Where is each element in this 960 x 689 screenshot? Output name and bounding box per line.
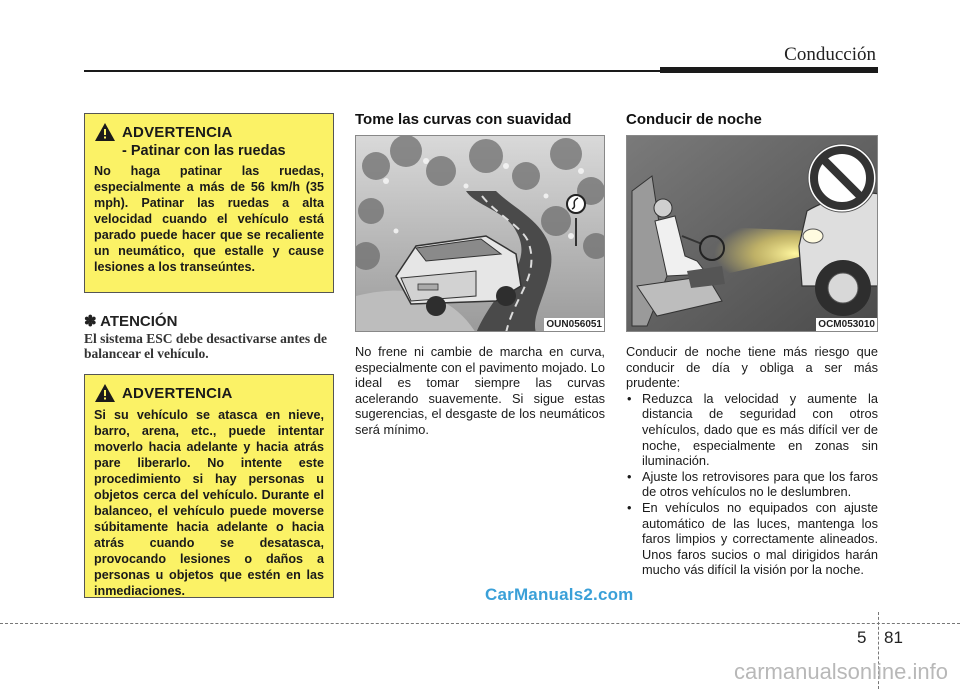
no-entry-icon <box>808 144 876 212</box>
night-tips-list <box>626 391 878 578</box>
night-driving-illustration <box>626 135 878 332</box>
header-rule <box>84 70 664 72</box>
atencion-heading: ✽ ATENCIÓN <box>84 313 178 330</box>
section-heading-night: Conducir de noche <box>626 111 762 128</box>
section-heading-curves: Tome las curvas con suavidad <box>355 111 572 128</box>
header-rule-accent <box>660 67 878 73</box>
warning-triangle-icon <box>94 383 116 403</box>
atencion-text: El sistema ESC debe desactivarse antes de balancear el vehículo. <box>84 331 327 361</box>
list-item: • Reduzca la velocidad y aumente la distancia de seguridad con otros vehículos, dado que es más difícil ver de noche, especialmente en zonas sin iluminación. <box>626 391 878 469</box>
night-intro: Conducir de noche tiene más riesgo que conducir de día y obliga a ser más prudente: <box>626 344 878 391</box>
header-title: Conducción <box>784 44 876 65</box>
footer-site-watermark: carmanualsonline.info <box>733 659 948 684</box>
warning-box-rocking <box>84 374 334 598</box>
warning-title: ADVERTENCIA <box>122 384 233 402</box>
warning-title: ADVERTENCIA <box>122 123 233 141</box>
curves-paragraph: No frene ni cambie de marcha en curva, especialmente con el pavimento mojado. Lo ideal es tomar siempre las curvas acelerando suavemente. Si sigue estas sugerencias, el desgaste de los neumáticos será mínimo. <box>355 344 605 437</box>
warning-body: No haga patinar las ruedas, especialmente a más de 56 km/h (35 mph). Patinar las ruedas a alta velocidad cuando el vehículo está parado puede hacer que se recaliente un neumático, que estalle y cause lesiones a los transeúntes. <box>94 164 324 274</box>
footer-divider <box>0 623 960 624</box>
page-number: 81 <box>884 628 903 647</box>
image-code: OUN056051 <box>546 319 602 330</box>
warning-triangle-icon <box>94 122 116 142</box>
warning-body: Si su vehículo se atasca en nieve, barro, arena, etc., puede intentar moverlo hacia adelante y hacia atrás pare liberarlo. No intente este procedimiento si hay personas u objetos cerca del vehículo. Durante el balanceo, el vehículo puede moverse súbitamente hacia adelante o hacia atrás cuando se desatasca, provocando lesiones o daños a personas u objetos que estén en las inmediaciones. <box>94 408 324 598</box>
watermark-link[interactable]: CarManuals2.com <box>485 585 634 604</box>
curve-road-illustration <box>355 135 605 332</box>
image-code: OCM053010 <box>818 319 875 330</box>
warning-subtitle: - Patinar con las ruedas <box>122 143 286 159</box>
list-item: • En vehículos no equipados con ajuste automático de las luces, mantenga los faros limpios y correctamente alineados. Unos faros sucios o mal dirigidos harán mucho vás difícil la visión por la noche. <box>626 500 878 578</box>
list-item: • Ajuste los retrovisores para que los faros de otros vehículos no le deslumbren. <box>626 469 878 500</box>
night-driving-text <box>626 344 878 578</box>
warning-box-wheel-spin <box>84 113 334 293</box>
chapter-number: 5 <box>857 628 867 647</box>
